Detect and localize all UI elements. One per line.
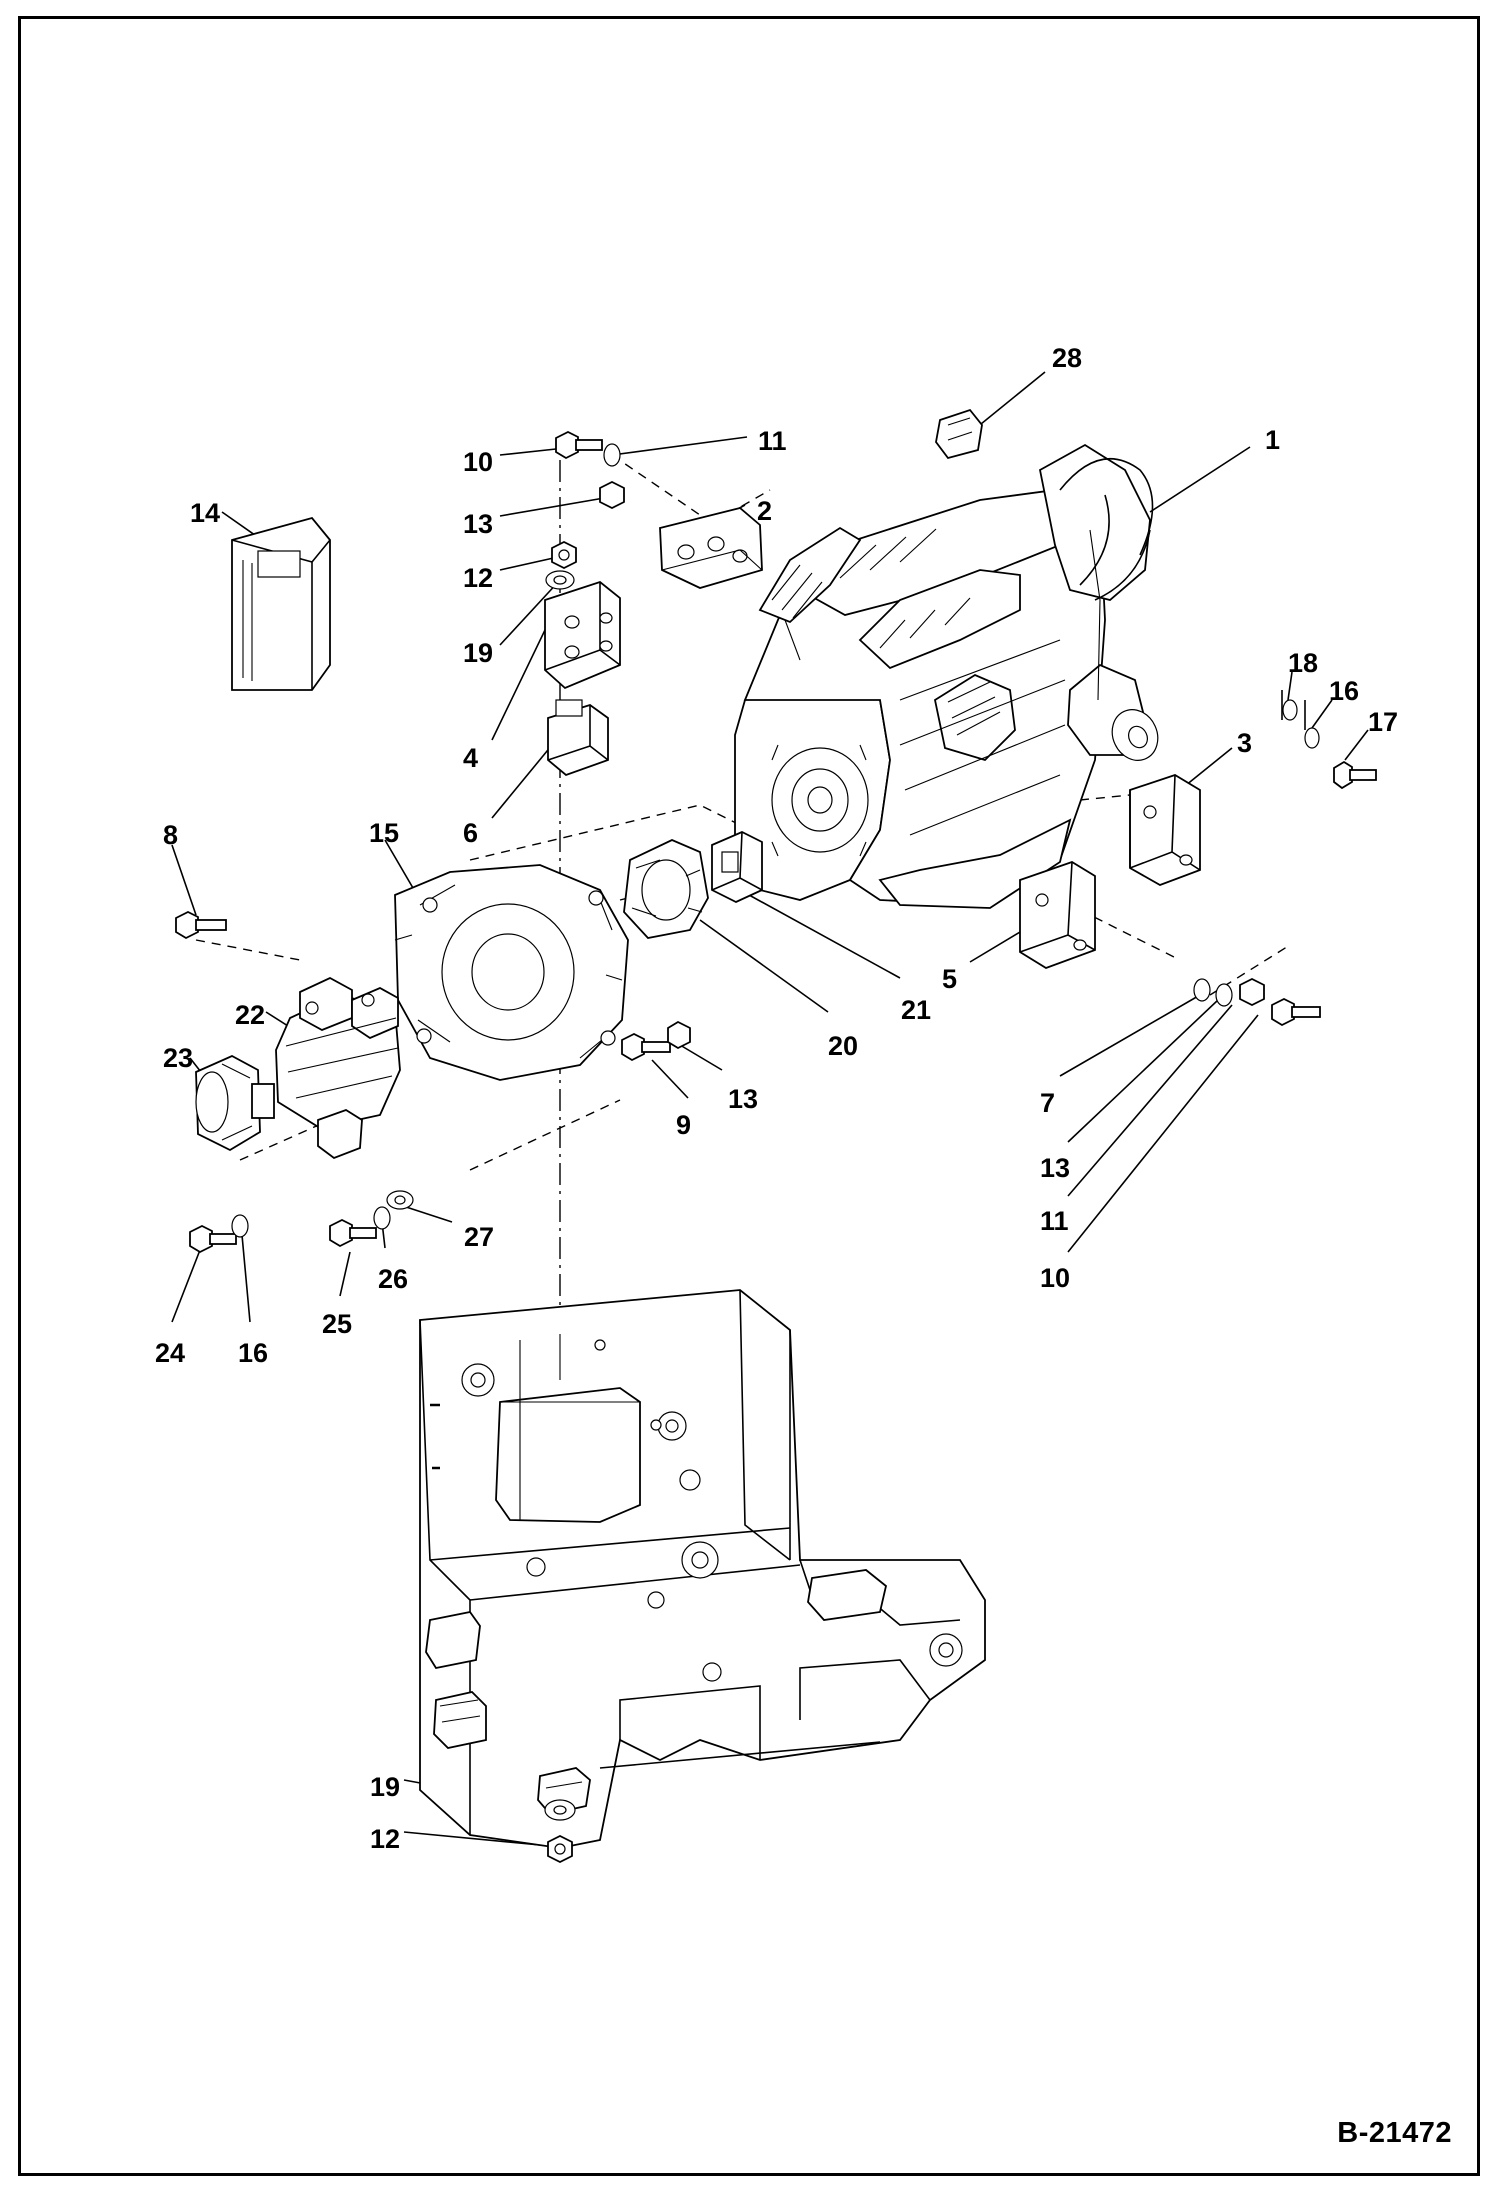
part-22-hydrostatic-pump [276, 978, 400, 1158]
part-6-mount [548, 700, 608, 775]
callout-7: 7 [1040, 1088, 1056, 1118]
part-2-bracket [660, 508, 762, 588]
callout-19-bottom: 19 [370, 1772, 401, 1802]
part-15-adapter-plate [395, 865, 628, 1080]
callout-18: 18 [1288, 648, 1319, 678]
part-14-element [232, 518, 330, 690]
callout-13-mid: 13 [728, 1084, 759, 1114]
part-23-gear-pump [196, 1056, 274, 1150]
callout-19-top: 19 [463, 638, 494, 668]
callout-22: 22 [235, 1000, 266, 1030]
callout-14: 14 [190, 498, 221, 528]
part-20-coupler [624, 840, 708, 938]
callout-5: 5 [942, 964, 958, 994]
callout-24: 24 [155, 1338, 186, 1368]
callout-13-top: 13 [463, 509, 494, 539]
callout-4: 4 [463, 743, 479, 773]
callout-10-right: 10 [1040, 1263, 1071, 1293]
fasteners-top [546, 432, 624, 589]
callout-11-top: 11 [758, 426, 787, 456]
callout-16-bottom: 16 [238, 1338, 269, 1368]
part-8-bolt [176, 912, 226, 938]
callout-6: 6 [463, 818, 479, 848]
callout-23: 23 [163, 1043, 194, 1073]
callout-15: 15 [369, 818, 400, 848]
callout-16-top: 16 [1329, 676, 1360, 706]
part-5-bracket [1020, 862, 1095, 968]
callout-8: 8 [163, 820, 179, 850]
callout-21: 21 [901, 995, 932, 1025]
callout-28: 28 [1052, 343, 1083, 373]
callout-1: 1 [1265, 425, 1281, 455]
callout-2: 2 [757, 496, 773, 526]
part-1-engine [735, 410, 1166, 908]
callout-13-right: 13 [1040, 1153, 1071, 1183]
part-21-coupler-hub [712, 832, 762, 902]
callout-12-bottom: 12 [370, 1824, 401, 1854]
part-3-bracket [1130, 775, 1200, 885]
callout-12-top: 12 [463, 563, 494, 593]
callout-27: 27 [464, 1222, 495, 1252]
fasteners-right-lower [1194, 979, 1320, 1025]
callout-26: 26 [378, 1264, 409, 1294]
fasteners-lower-left [190, 1191, 413, 1252]
callout-11-right: 11 [1040, 1206, 1069, 1236]
chassis-frame [420, 1290, 985, 1848]
callout-20: 20 [828, 1031, 859, 1061]
callout-25: 25 [322, 1309, 353, 1339]
part-4-bracket [545, 582, 620, 688]
fasteners-mid [622, 1022, 690, 1060]
callout-10-top: 10 [463, 447, 494, 477]
callout-9: 9 [676, 1110, 692, 1140]
callout-17: 17 [1368, 707, 1399, 737]
figure-code: B-21472 [1337, 2117, 1452, 2149]
callout-3: 3 [1237, 728, 1253, 758]
